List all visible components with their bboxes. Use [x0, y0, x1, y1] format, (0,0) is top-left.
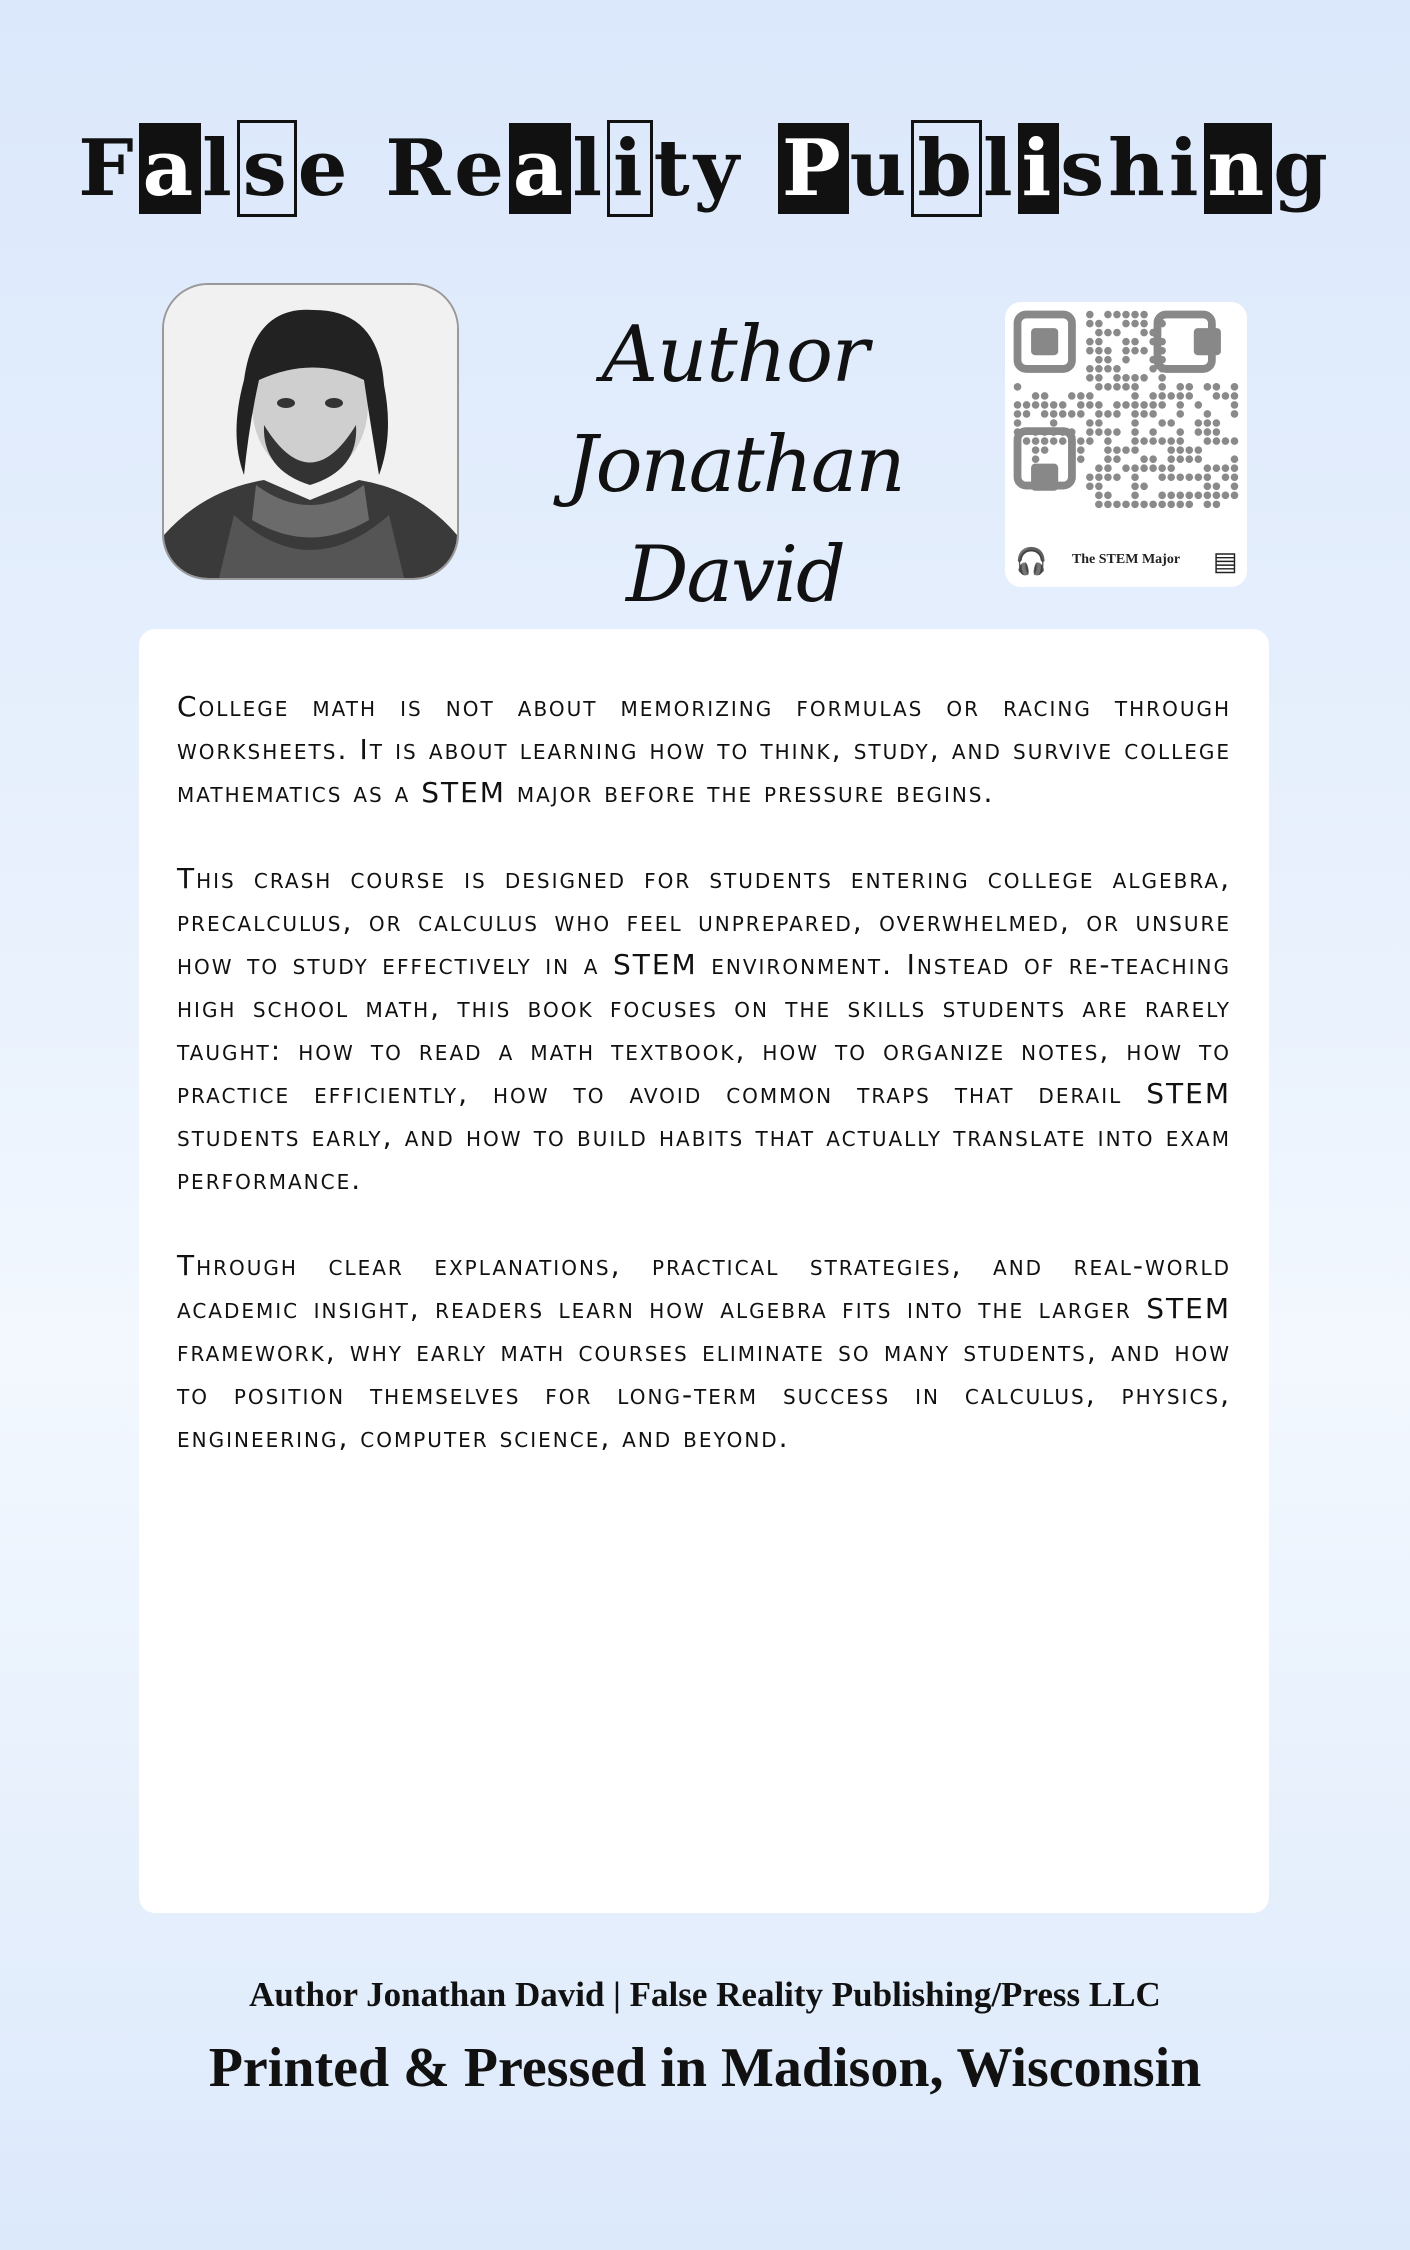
brand-letter: g	[1273, 123, 1332, 214]
brand-letter: i	[1168, 123, 1203, 214]
author-label: Author	[601, 310, 869, 400]
publisher-brand	[0, 120, 1410, 260]
brand-letter: b	[911, 120, 982, 217]
footer-location: Printed & Pressed in Madison, Wisconsin	[208, 2037, 1202, 2099]
brand-letter: P	[778, 123, 849, 214]
description-paragraph: Through clear explanations, practical strategies, and real-world academic insight, readers learn how algebra fits into the larger STEM framework, why early math courses eliminate so many students, and how to position themselves for long-term success in calculus, physics, engineering, computer science, and beyond.	[177, 1249, 1231, 1454]
description-paragraph: College math is not about memorizing formulas or racing through worksheets. It is about learning how to think, study, and survive college mathematics as a STEM major before the pressure begins.	[177, 690, 1231, 809]
brand-letter: R	[385, 123, 455, 214]
brand-letter: e	[454, 123, 508, 214]
ebook-reader-icon: ▤	[1213, 546, 1238, 576]
brand-letter: l	[202, 123, 236, 214]
brand-letter: s	[237, 120, 297, 217]
brand-letter: y	[693, 123, 744, 214]
brand-letter: F	[78, 123, 138, 214]
brand-letter: h	[1108, 123, 1169, 214]
qr-code-card	[1005, 302, 1247, 587]
headphones-icon: 🎧	[1015, 546, 1048, 576]
qr-caption: The STEM Major	[1071, 552, 1181, 567]
description-paragraph: This crash course is designed for students entering college algebra, precalculus, or calculus who feel unprepared, overwhelmed, or unsure how to study effectively in a STEM environment. Instead of re-teaching high school math, this book focuses on the skills students are rarely taught: how to read a math textbook, how to organize notes, how to practice efficiently, how to avoid common traps that derail STEM students early, and how to build habits that actually translate into exam performance.	[177, 862, 1232, 1196]
brand-letter: l	[572, 123, 607, 214]
description-card	[139, 629, 1269, 1913]
author-portrait-icon	[164, 285, 457, 578]
brand-letter: e	[297, 123, 352, 214]
brand-letter: a	[509, 123, 572, 214]
brand-letter: u	[849, 123, 911, 214]
author-photo	[162, 283, 459, 580]
brand-letter: i	[1018, 123, 1060, 214]
author-name: Jonathan David	[566, 420, 904, 620]
footer-credits: Author Jonathan David | False Reality Publishing/Press LLC	[249, 1975, 1161, 2014]
brand-letter: i	[607, 120, 653, 217]
brand-letter: s	[1060, 123, 1109, 214]
qr-code-icon	[1013, 310, 1239, 536]
brand-letter: l	[982, 123, 1017, 214]
brand-letter: t	[653, 123, 694, 214]
author-heading	[500, 300, 970, 630]
brand-letter: a	[139, 123, 202, 214]
brand-letter: n	[1204, 123, 1273, 214]
